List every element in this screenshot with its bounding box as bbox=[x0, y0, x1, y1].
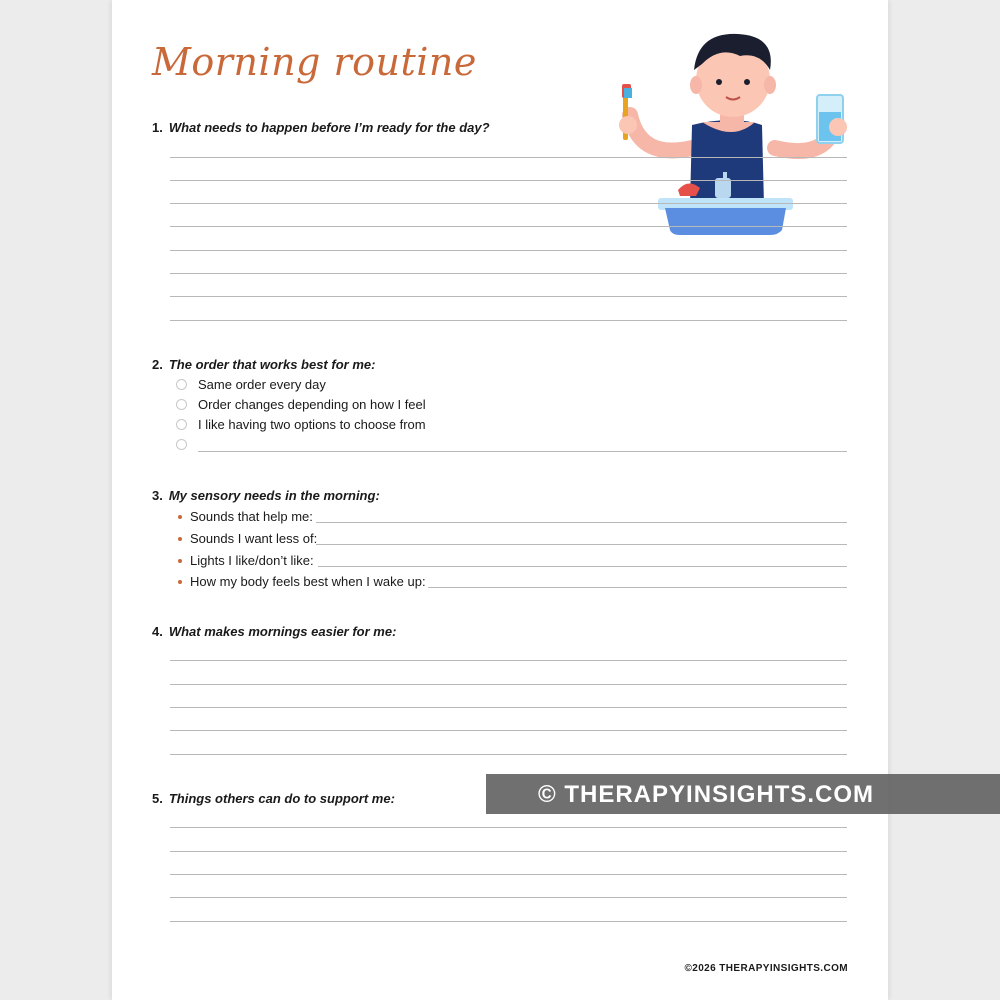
list-item bbox=[178, 574, 426, 589]
boy-brushing-teeth-illustration bbox=[610, 30, 855, 240]
question-2-number: 2. bbox=[152, 357, 163, 372]
bullet-icon bbox=[178, 537, 182, 541]
question-3-number: 3. bbox=[152, 488, 163, 503]
answer-line[interactable] bbox=[170, 157, 847, 158]
question-5 bbox=[152, 791, 395, 806]
radio-circle-icon[interactable] bbox=[176, 419, 187, 430]
option-row[interactable] bbox=[176, 377, 326, 392]
bullet-icon bbox=[178, 580, 182, 584]
other-answer-line[interactable] bbox=[198, 451, 847, 452]
bullet-icon bbox=[178, 559, 182, 563]
question-2-text: The order that works best for me: bbox=[168, 357, 376, 372]
item-label: Sounds that help me: bbox=[190, 509, 313, 524]
question-1-number: 1. bbox=[152, 120, 163, 135]
answer-line[interactable] bbox=[170, 851, 847, 852]
answer-line[interactable] bbox=[170, 203, 847, 204]
option-row[interactable] bbox=[176, 397, 426, 412]
answer-line[interactable] bbox=[170, 707, 847, 708]
question-1 bbox=[152, 120, 490, 135]
option-row[interactable] bbox=[176, 417, 426, 432]
option-label: Order changes depending on how I feel bbox=[198, 397, 426, 412]
question-1-text: What needs to happen before I’m ready for the day? bbox=[168, 120, 490, 135]
radio-circle-icon[interactable] bbox=[176, 399, 187, 410]
answer-line[interactable] bbox=[170, 226, 847, 227]
answer-line[interactable] bbox=[170, 250, 847, 251]
copyright-footer: ©2026 THERAPYINSIGHTS.COM bbox=[684, 963, 848, 974]
bullet-icon bbox=[178, 515, 182, 519]
option-row-other[interactable] bbox=[176, 439, 198, 450]
item-label: How my body feels best when I wake up: bbox=[190, 574, 426, 589]
item-label: Lights I like/don’t like: bbox=[190, 553, 314, 568]
answer-line[interactable] bbox=[170, 660, 847, 661]
question-5-text: Things others can do to support me: bbox=[168, 791, 395, 806]
question-2 bbox=[152, 357, 375, 372]
question-3-text: My sensory needs in the morning: bbox=[168, 488, 380, 503]
item-label: Sounds I want less of: bbox=[190, 531, 318, 546]
answer-line[interactable] bbox=[318, 566, 847, 567]
answer-line[interactable] bbox=[170, 897, 847, 898]
question-4-text: What makes mornings easier for me: bbox=[168, 624, 397, 639]
watermark-text: © THERAPYINSIGHTS.COM bbox=[538, 781, 875, 808]
page-title: Morning routine bbox=[152, 40, 477, 84]
answer-line[interactable] bbox=[170, 273, 847, 274]
answer-line[interactable] bbox=[170, 921, 847, 922]
answer-line[interactable] bbox=[428, 587, 847, 588]
answer-line[interactable] bbox=[170, 180, 847, 181]
option-label: Same order every day bbox=[198, 377, 326, 392]
radio-circle-icon[interactable] bbox=[176, 439, 187, 450]
answer-line[interactable] bbox=[170, 684, 847, 685]
answer-line[interactable] bbox=[170, 320, 847, 321]
option-label: I like having two options to choose from bbox=[198, 417, 426, 432]
question-3 bbox=[152, 488, 380, 503]
question-4-number: 4. bbox=[152, 624, 163, 639]
list-item bbox=[178, 553, 314, 568]
list-item bbox=[178, 531, 317, 546]
answer-line[interactable] bbox=[170, 827, 847, 828]
answer-line[interactable] bbox=[316, 522, 847, 523]
answer-line[interactable] bbox=[170, 754, 847, 755]
answer-line[interactable] bbox=[316, 544, 847, 545]
answer-line[interactable] bbox=[170, 874, 847, 875]
radio-circle-icon[interactable] bbox=[176, 379, 187, 390]
question-5-number: 5. bbox=[152, 791, 163, 806]
question-4 bbox=[152, 624, 396, 639]
answer-line[interactable] bbox=[170, 730, 847, 731]
list-item bbox=[178, 509, 313, 524]
answer-line[interactable] bbox=[170, 296, 847, 297]
